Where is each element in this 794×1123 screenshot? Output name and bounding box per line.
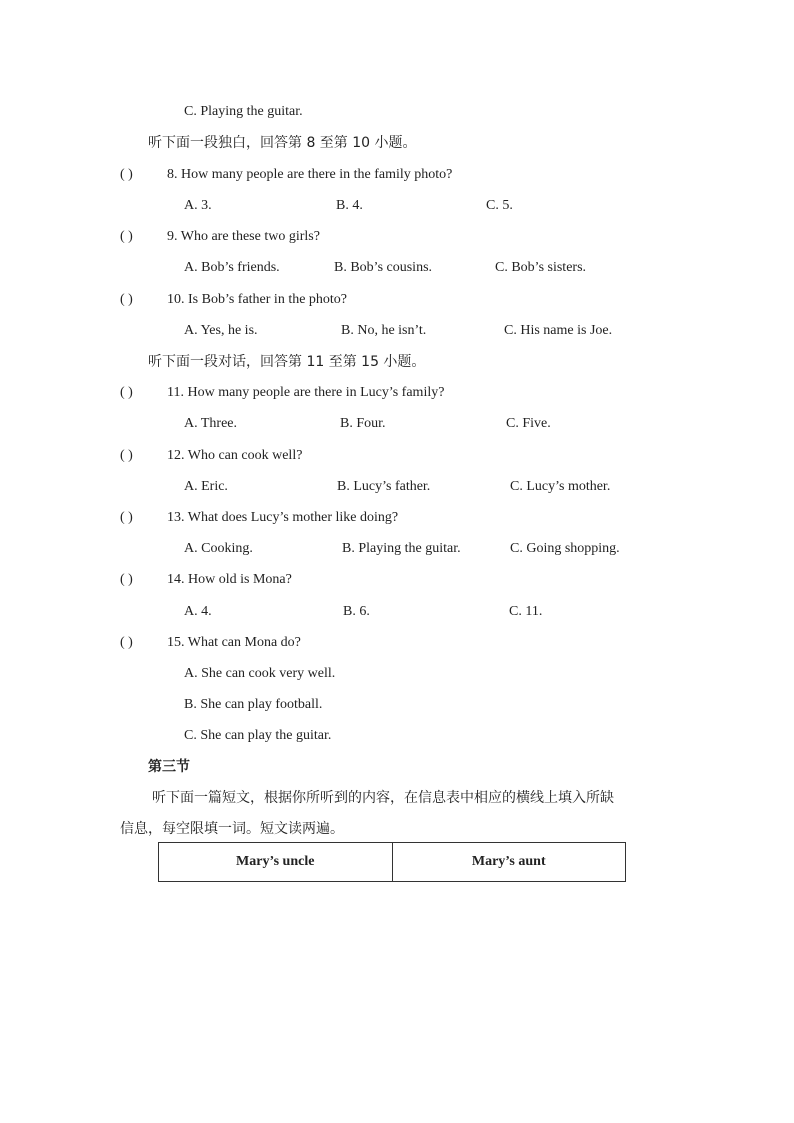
option-c: C. She can play the guitar. (184, 728, 332, 743)
option-b: B. 6. (343, 604, 370, 619)
option-a: A. Eric. (184, 479, 228, 494)
section-3-title: 第三节 (148, 759, 190, 775)
option-a: A. 3. (184, 198, 212, 213)
q7-option-c: C. Playing the guitar. (184, 104, 303, 119)
option-a: A. 4. (184, 604, 212, 619)
answer-blank: ( ) (120, 229, 133, 244)
header-marys-uncle: Mary’s uncle (159, 843, 393, 882)
option-c: C. His name is Joe. (504, 323, 613, 338)
option-a: A. She can cook very well. (184, 666, 336, 681)
option-b: B. 4. (336, 198, 363, 213)
listening-intro-8-10: 听下面一段独白，回答第 8 至第 10 小题。 (148, 135, 417, 151)
question-stem: 9. Who are these two girls? (167, 229, 320, 244)
table-header-row (159, 843, 626, 882)
question-stem: 11. How many people are there in Lucy’s family? (167, 385, 445, 400)
option-c: C. Five. (506, 416, 551, 431)
question-stem: 10. Is Bob’s father in the photo? (167, 292, 348, 307)
question-stem: 13. What does Lucy’s mother like doing? (167, 510, 399, 525)
option-c: C. Lucy’s mother. (510, 479, 611, 494)
info-table (158, 842, 626, 882)
option-b: B. Lucy’s father. (337, 479, 431, 494)
answer-blank: ( ) (120, 635, 133, 650)
section-3-instruction-line-1: 听下面一篇短文，根据你所听到的内容，在信息表中相应的横线上填入所缺 (152, 790, 614, 806)
answer-blank: ( ) (120, 167, 133, 182)
question-stem: 8. How many people are there in the family photo? (167, 167, 453, 182)
answer-blank: ( ) (120, 572, 133, 587)
answer-blank: ( ) (120, 510, 133, 525)
option-b: B. She can play football. (184, 697, 323, 712)
option-b: B. Bob’s cousins. (334, 260, 433, 275)
option-b: B. No, he isn’t. (341, 323, 427, 338)
option-a: A. Bob’s friends. (184, 260, 280, 275)
option-b: B. Playing the guitar. (342, 541, 461, 556)
option-a: A. Three. (184, 416, 237, 431)
option-c: C. Bob’s sisters. (495, 260, 587, 275)
option-a: A. Cooking. (184, 541, 253, 556)
answer-blank: ( ) (120, 385, 133, 400)
question-stem: 15. What can Mona do? (167, 635, 301, 650)
section-3-instruction-line-2: 信息，每空限填一词。短文读两遍。 (120, 821, 344, 837)
answer-blank: ( ) (120, 448, 133, 463)
listening-intro-11-15: 听下面一段对话，回答第 11 至第 15 小题。 (148, 354, 426, 370)
option-c: C. 5. (486, 198, 513, 213)
header-marys-aunt: Mary’s aunt (392, 843, 626, 882)
option-c: C. Going shopping. (510, 541, 620, 556)
question-stem: 12. Who can cook well? (167, 448, 303, 463)
question-stem: 14. How old is Mona? (167, 572, 292, 587)
option-a: A. Yes, he is. (184, 323, 258, 338)
option-b: B. Four. (340, 416, 386, 431)
option-c: C. 11. (509, 604, 543, 619)
answer-blank: ( ) (120, 292, 133, 307)
